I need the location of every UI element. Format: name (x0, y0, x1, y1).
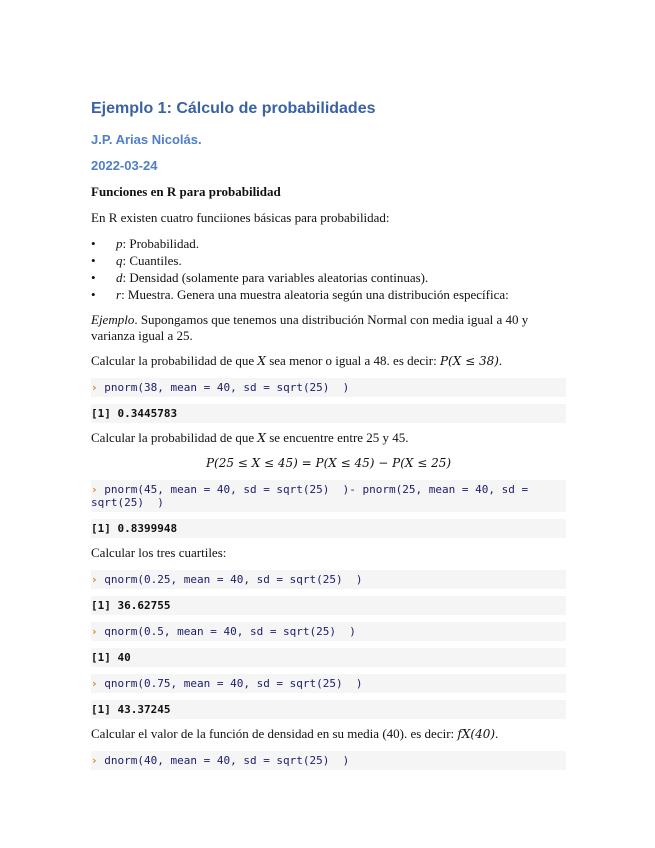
document-page (91, 100, 566, 777)
output-5: [1] 43.37245 (91, 700, 566, 719)
example-paragraph: Ejemplo. Supongamos que tenemos una distribución Normal con media igual a 40 y varianza igual a 25. (91, 312, 529, 343)
prompt-icon: › (91, 483, 98, 496)
output-4: [1] 40 (91, 648, 566, 667)
code-block-5: › qnorm(0.75, mean = 40, sd = sqrt(25) ) (91, 674, 566, 693)
intro-paragraph: En R existen cuatro funciiones básicas para probabilidad: (91, 210, 390, 225)
function-list (91, 235, 566, 303)
output-3: [1] 36.62755 (91, 596, 566, 615)
prompt-icon: › (91, 381, 98, 394)
code-block-2: › pnorm(45, mean = 40, sd = sqrt(25) )- pnorm(25, mean = 40, sd = sqrt(25) ) (91, 480, 566, 512)
prompt-icon: › (91, 754, 98, 767)
output-2: [1] 0.8399948 (91, 519, 566, 538)
list-item: • p: Probabilidad. (91, 235, 566, 252)
document-title: Ejemplo 1: Cálculo de probabilidades (91, 100, 376, 117)
prompt-icon: › (91, 625, 98, 638)
output-1: [1] 0.3445783 (91, 404, 566, 423)
code-block-3: › qnorm(0.25, mean = 40, sd = sqrt(25) ) (91, 570, 566, 589)
question-3: Calcular los tres cuartiles: (91, 545, 227, 560)
code-block-6: › dnorm(40, mean = 40, sd = sqrt(25) ) (91, 751, 566, 770)
list-item: • q: Cuantiles. (91, 252, 566, 269)
section-heading: Funciones en R para probabilidad (91, 184, 281, 199)
code-block-4: › qnorm(0.5, mean = 40, sd = sqrt(25) ) (91, 622, 566, 641)
code-block-1: › pnorm(38, mean = 40, sd = sqrt(25) ) (91, 378, 566, 397)
list-item: • r: Muestra. Genera una muestra aleatoria según una distribución específica: (91, 286, 566, 303)
list-item: • d: Densidad (solamente para variables aleatorias continuas). (91, 269, 566, 286)
question-1: Calcular la probabilidad de que X sea menor o igual a 48. es decir: P(X ≤ 38). (91, 353, 503, 368)
question-2: Calcular la probabilidad de que X se encuentre entre 25 y 45. (91, 430, 409, 445)
question-4: Calcular el valor de la función de densidad en su media (40). es decir: fX(40). (91, 726, 499, 741)
date: 2022-03-24 (91, 158, 158, 173)
author: J.P. Arias Nicolás. (91, 132, 202, 147)
formula: P(25 ≤ X ≤ 45) = P(X ≤ 45) − P(X ≤ 25) (205, 456, 452, 470)
prompt-icon: › (91, 677, 98, 690)
prompt-icon: › (91, 573, 98, 586)
